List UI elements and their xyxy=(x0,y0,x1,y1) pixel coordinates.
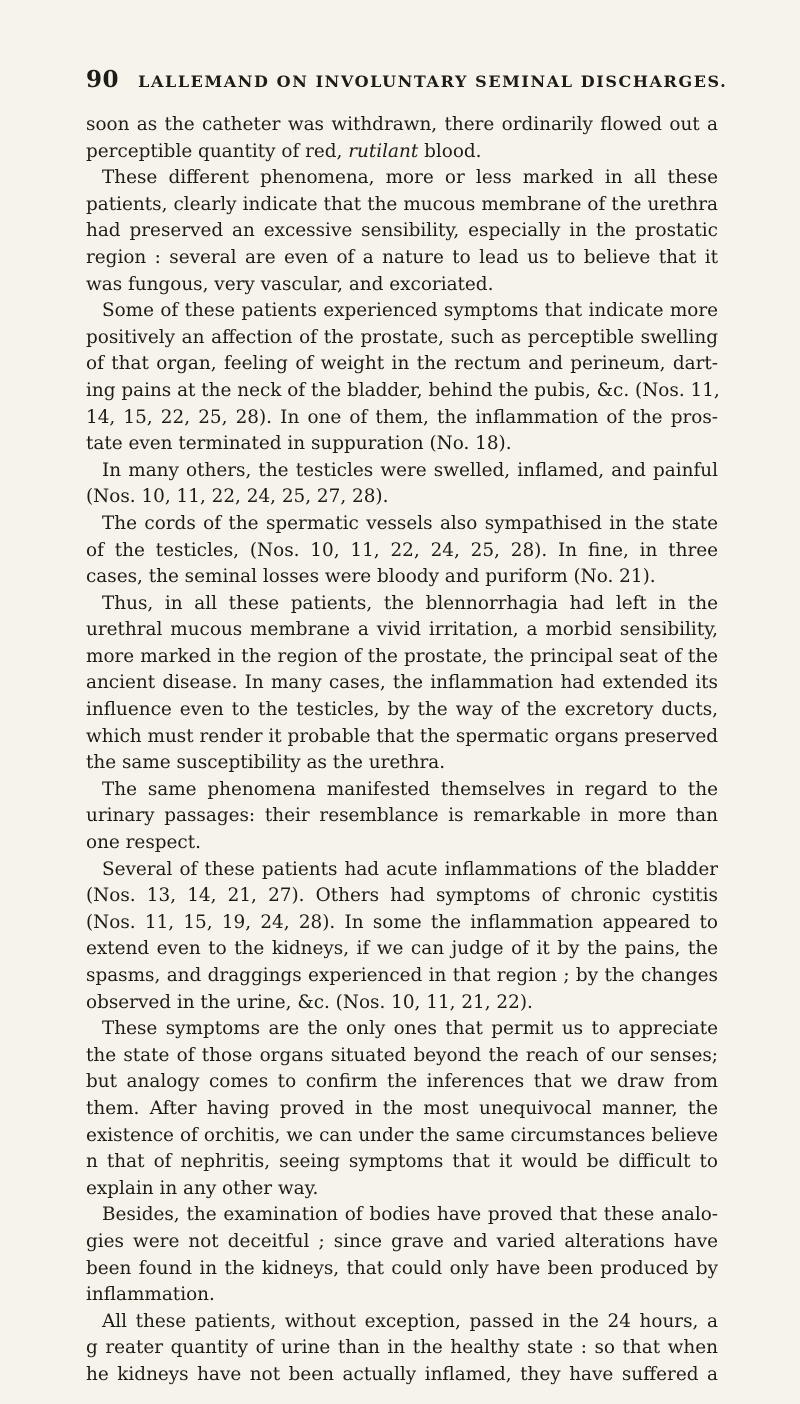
text-line: The same phenomena manifested themselves in regard to the xyxy=(102,778,718,800)
text-line: explain in any other way. xyxy=(86,1177,319,1199)
text-line: region : several are even of a nature to lead us to believe that it xyxy=(86,246,718,268)
text-line: which must render it probable that the spermatic organs preserved xyxy=(86,725,718,747)
text-line: gies were not deceitful ; since grave and varied alterations have xyxy=(86,1230,718,1252)
text-line: Thus, in all these patients, the blennorrhagia had left in the xyxy=(102,592,718,614)
body-text xyxy=(86,112,718,1389)
text-line: These symptoms are the only ones that permit us to appreciate xyxy=(102,1018,718,1040)
text-line: (Nos. 10, 11, 22, 24, 25, 27, 28). xyxy=(86,486,389,508)
text-line: had preserved an excessive sensibility, especially in the prostatic xyxy=(86,220,718,242)
text-line: of that organ, feeling of weight in the rectum and perineum, dart- xyxy=(86,353,718,375)
text-line: 14, 15, 22, 25, 28). In one of them, the inflammation of the pros- xyxy=(86,406,718,428)
text-line: extend even to the kidneys, if we can judge of it by the pains, the xyxy=(86,938,718,960)
text-line: positively an affection of the prostate, such as perceptible swelling xyxy=(86,326,718,348)
text-line: urinary passages: their resemblance is remarkable in more than xyxy=(86,805,718,827)
text-line: but analogy comes to confirm the inferences that we draw from xyxy=(86,1071,718,1093)
text-line: the state of those organs situated beyond the reach of our senses; xyxy=(86,1044,718,1066)
text-line: more marked in the region of the prostate, the principal seat of the xyxy=(86,645,718,667)
text-line: (Nos. 13, 14, 21, 27). Others had symptoms of chronic cystitis xyxy=(86,885,718,907)
text-line: been found in the kidneys, that could only have been produced by xyxy=(86,1257,718,1279)
page-number: 90 xyxy=(86,66,120,93)
text-line: patients, clearly indicate that the mucous membrane of the urethra xyxy=(86,193,718,215)
text-span: blood. xyxy=(418,140,482,162)
text-line: was fungous, very vascular, and excoriated. xyxy=(86,273,494,295)
text-line: he kidneys have not been actually inflamed, they have suffered a xyxy=(86,1363,718,1385)
text-line: ancient disease. In many cases, the inflammation had extended its xyxy=(86,672,718,694)
text-line: Some of these patients experienced symptoms that indicate more xyxy=(102,300,718,322)
italic-word: rutilant xyxy=(348,140,419,162)
text-line: one respect. xyxy=(86,832,201,854)
text-line: them. After having proved in the most unequivocal manner, the xyxy=(86,1097,718,1119)
text-line: influence even to the testicles, by the way of the excretory ducts, xyxy=(86,699,718,721)
text-line: ing pains at the neck of the bladder, behind the pubis, &c. (Nos. 11, xyxy=(86,379,720,401)
text-line: of the testicles, (Nos. 10, 11, 22, 24, 25, 28). In fine, in three xyxy=(86,539,718,561)
text-line: existence of orchitis, we can under the same circumstances believe xyxy=(86,1124,718,1146)
text-line: cases, the seminal losses were bloody and puriform (No. 21). xyxy=(86,566,656,588)
text-span: perceptible quantity of red, xyxy=(86,140,349,162)
text-line: inflammation. xyxy=(86,1284,215,1306)
text-line: In many others, the testicles were swelled, inflamed, and painful xyxy=(102,459,718,481)
text-line: (Nos. 11, 15, 19, 24, 28). In some the inflammation appeared to xyxy=(86,911,718,933)
text-line xyxy=(86,139,718,166)
page-header xyxy=(86,66,726,96)
text-line: urethral mucous membrane a vivid irritation, a morbid sensibility, xyxy=(86,619,718,641)
text-line: n that of nephritis, seeing symptoms that it would be difficult to xyxy=(86,1151,718,1173)
text-line: These different phenomena, more or less marked in all these xyxy=(102,167,718,189)
text-line: All these patients, without exception, passed in the 24 hours, a xyxy=(102,1310,718,1332)
text-line: tate even terminated in suppuration (No. 18). xyxy=(86,433,512,455)
text-line: spasms, and draggings experienced in that region ; by the changes xyxy=(86,965,718,986)
text-line: the same susceptibility as the urethra. xyxy=(86,752,446,774)
text-line: Besides, the examination of bodies have proved that these analo- xyxy=(102,1204,718,1226)
running-title: LALLEMAND ON INVOLUNTARY SEMINAL DISCHARGES. xyxy=(138,72,728,91)
text-line: soon as the catheter was withdrawn, there ordinarily flowed out a xyxy=(86,114,718,135)
text-line: observed in the urine, &c. (Nos. 10, 11, 21, 22). xyxy=(86,991,533,1013)
text-line: Several of these patients had acute inflammations of the bladder xyxy=(102,858,718,880)
text-line: The cords of the spermatic vessels also sympathised in the state xyxy=(102,512,718,534)
text-line: g reater quantity of urine than in the healthy state : so that when xyxy=(86,1337,718,1359)
